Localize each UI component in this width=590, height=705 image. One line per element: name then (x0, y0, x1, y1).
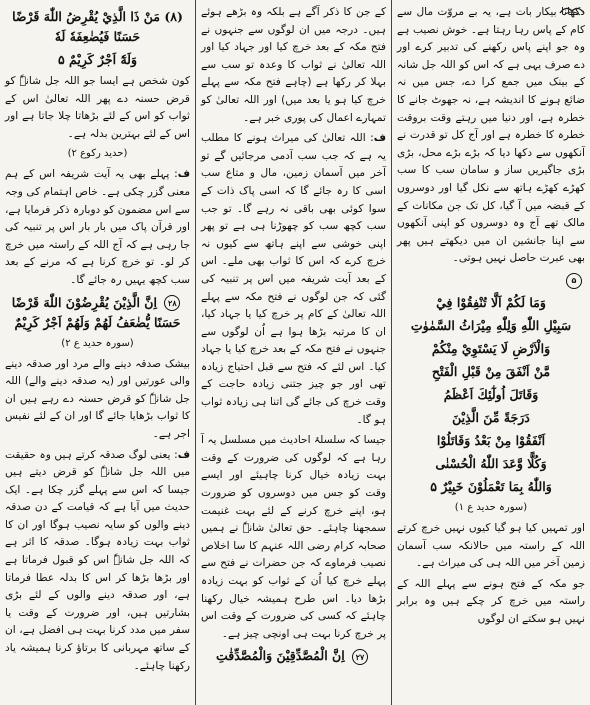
ayah-line: دَرَجَةً مِّنَ الَّذِيْنَ (452, 409, 530, 425)
ayah-line: وَالْاَرْضِ لَا يَسْتَوِيْ مِنْكُمْ (431, 340, 551, 356)
ornament-icon (558, 3, 586, 17)
paragraph: اور تمہیں کیا ہو گیا کیوں نہیں خرچ کرتے اللہ کے راستہ میں حالانکہ سب آسمان زمین آخر میں اللہ ہی کی میراث ہے۔ (397, 521, 585, 570)
paragraph: کے جن کا ذکر آگے ہے بلکہ وہ بڑھے ہوئے ہیں۔ درجہ میں ان لوگوں سے جنہوں نے فتح مکہ کے بعد خرچ کیا اور جہاد کیا اور اللہ تعالیٰ نے ثواب کا وعدہ تو سب سے بہلا کر رکھا ہے (چاہے فتح مکہ سے پہلے خرچ کیا ہو یا بعد میں) اور اللہ تعالیٰ کو تمہارے اعمال کی پوری خبر ہے۔ (201, 6, 386, 124)
number-badge: ۲۸ (164, 295, 180, 311)
quran-ayah (201, 646, 386, 666)
left-column (0, 0, 196, 705)
ayah-line: سَبِيْلِ اللّٰهِ وَلِلّٰهِ مِيْرَاثُ السَّمٰوٰتِ (410, 317, 572, 333)
paragraph-text: : اللہ تعالیٰ کی میراث ہونے کا مطلب یہ ہے کہ جب سب آدمی مرجائیں گے تو آخر میں آسمان زمین، مال و متاع سب اسی کا رہ جائے گا کہ اسی پاک ذات کے سوا کوئی بھی باقی نہ رہے گا۔ تو جب سب کچھ سب کو چھوڑنا ہی ہے تو پھر اپنی خوشی سے اپنے ہاتھ سے کیوں نہ خرچ کرے کہ اس کا ثواب بھی ملے۔ اس کے بعد آیت شریفہ میں اس پر تنبیہ کی گئی کہ جن لوگوں نے فتح مکہ سے پہلے اللہ تعالیٰ کے کام پر خرچ کیا یا جہاد کیا، ان کا مرتبہ بڑھا ہوا ہے اُن لوگوں سے جنہوں نے فتح مکہ کے بعد خرچ کیا یا جہاد کیا۔ اس لئے کہ فتح سے قبل احتیاج زیادہ تھی اور جو چیز جتنی زیادہ حاجت کے وقت خرچ کی جائے گی اتنا ہی زیادہ ثواب ہو گا۔ (201, 132, 386, 426)
ayah-text: وَاللّٰهُ بِمَا تَعْمَلُوْنَ خَبِيْرٌ (441, 478, 552, 494)
ayah-line: وَكُلًّا وَّعَدَ اللّٰهُ الْحُسْنٰى (435, 455, 547, 471)
fawaid-label: ف (177, 168, 190, 181)
ayah-line: اَنْفَقُوْا مِنْ بَعْدُ وَقَاتَلُوْا (436, 432, 546, 448)
quran-ayah (397, 293, 585, 497)
number-badge: ۲۷ (352, 649, 368, 665)
paragraph: کون شخص ہے ایسا جو اللہ جل شانہٗ کو قرض حسنہ دے پھر اللہ تعالیٰ اس کے ثواب کو اس کے لئے بڑھاتا چلا جاتا ہے اور اس کے لئے بہترین بدلہ ہے۔ (5, 75, 190, 140)
paragraph: جیسا کہ سلسلۂ احادیث میں مسلسل یہ آ رہا ہے کہ لوگوں کی ضرورت کے وقت بہت زیادہ خیال کرنا چاہیئے اور ایسے وقت کو جس میں دوسروں کو ضرورت ہو، اپنے خرچ کرنے کے لئے بہت غنیمت سمجھنا چاہئے۔ حق تعالیٰ شانہٗ نے ہمیں صحابہ کرام رضی اللہ عنہم کا سا اخلاص نصیب فرماوے کہ جن حضرات نے فتح سے پہلے خرچ کیا اُن کے ثواب کو بہت زیادہ بڑھا دیا۔ اس طرح ہمیشہ خیال رکھنا چاہئے کہ کسی کی ضرورت کے وقت اس پر خرچ کرنا بہت ہی اونچی چیز ہے۔ (201, 434, 386, 640)
quran-ayah (5, 293, 190, 333)
ayah-text: اِنَّ الَّذِيْنَ يُقْرِضُوْنَ اللّٰهَ قَرْضًا حَسَنًا يُّضٰعَفُ لَهُمْ وَلَهُمْ اَجْرٌ كَرِيْمٌ (11, 294, 181, 330)
quran-ayah: (۸) مَنْ ذَا الَّذِيْ يُقْرِضُ اللّٰهَ قَرْضًا حَسَنًا فَيُضٰعِفَهٗ لَهٗ (12, 9, 183, 44)
middle-column (196, 0, 392, 705)
paragraph (5, 447, 190, 676)
surah-reference: (سورہ حدید ع ۲) (61, 337, 134, 349)
surah-reference: (حدید رکوع ۲) (67, 148, 128, 160)
paragraph: دکھانا بیکار بات ہے، یہ بے مروّت مال سے کام کے پاس رہا رہتا ہے۔ خوش نصیب ہے وہ جو اپنے پاس رکھنے کی تدبیر کرے اور دے صرف یہی ہے کہ اس کو اللہ جل شانہ کے بینک میں جمع کرا دے، جس میں نہ ضائع ہونے کا اندیشہ ہے، نہ جھوٹ جانے کا خطرہ ہے، اور دنیا میں رہتے وقت بروقت خطرہ کا خطرہ ہے اور آج کل تو قدرت نے آنکھوں سے دکھا دیا کہ بڑے بڑے محل، بڑی بڑی جاگیریں ساز و سامان سب کا سب کھڑے کھڑے ہاتھ سے نکل گیا اور دوسروں کے قبضہ میں آ گیا، کل تک جن مکانات کے مالک تھے آج وہ دوسروں کو اپنی آنکھوں سے اپنا جانشین ان میں دیکھتے ہیں پھر بھی عبرت حاصل نہیں ہوتی۔ (397, 6, 585, 265)
quran-ayah: وَلَهٗٓ اَجْرٌ كَرِيْمٌ ۵ (57, 52, 138, 67)
fawaid-label: ف (177, 448, 190, 461)
paragraph (5, 166, 190, 289)
ayah-line (397, 477, 585, 497)
ayah-line: وَقَاتَلَ اُولٰٓئِكَ اَعْظَمُ (443, 386, 539, 402)
ayah-text: اِنَّ الْمُصَّدِّقِيْنَ وَالْمُصَّدِّقٰتِ (215, 648, 345, 664)
ayah-line: مَّنْ اَنْفَقَ مِنْ قَبْلِ الْفَتْحِ (431, 363, 551, 379)
right-column (392, 0, 590, 705)
number-badge: ۵ (566, 273, 582, 289)
paragraph (201, 130, 386, 429)
ayah-line: وَمَا لَكُمْ اَلَّا تُنْفِقُوْا فِيْ (436, 294, 546, 310)
paragraph: بیشک صدقہ دینے والے مرد اور صدقہ دینے والی عورتیں اور (یہ صدقہ دینے والے) اللہ جل شانہٗ کو قرض حسنہ دے رہے ہیں ان کا ثواب بڑھایا جائے گا اور ان کے لئے نفیس اجر ہے۔ (5, 357, 190, 440)
ayah-number (397, 272, 585, 290)
paragraph-text: : یعنی لوگ صدقہ کرتے ہیں وہ حقیقت میں اللہ جل شانہٗ کو قرض دیتے ہیں جیسا کہ اس سے پہلے گزر چکا ہے۔ ایک حدیث میں آیا ہے کہ قیامت کے دن صدقہ دینے والوں کو سایہ نصیب ہوگا اور ان کا ثواب بہت زیادہ ہوگا۔ صدقہ کا اثر ہے کہ اللہ جل شانہٗ اس کو قبول فرماتا ہے اور بڑھا بڑھا کر اس کا بدلہ عطا فرماتا ہے، اور صدقہ دینے والوں کے لئے بڑی بشارتیں ہیں، اور ضرورت کے وقت یا سفر میں مدد کرنا بہت ہی افضل ہے، ان کے ساتھ مہربانی کا برتاؤ کرنا ہمیشہ یاد رکھنا چاہئے۔ (5, 448, 190, 672)
paragraph: جو مکہ کے فتح ہونے سے پہلے اللہ کے راستہ میں خرچ کر چکے ہیں وہ برابر نہیں ہو سکتے ان لوگوں (397, 577, 585, 625)
surah-reference: (سورہ حدید ع ۱) (454, 501, 528, 513)
ayah-end-mark: ۵ (430, 478, 437, 494)
paragraph-text: : پہلے بھی یہ آیت شریفہ اس کے ہم معنی گزر چکی ہے۔ خاص اہتمام کی وجہ سے اس مضمون کو دوبارہ ذکر فرمایا ہے، اور قرآن پاک میں بار بار اس پر تنبیہ کی جا رہی ہے کہ آج اللہ کے راستہ میں خرچ کر لو۔ تو خرچ کرنا ہے کہ مرنے کے بعد سب کچھ یہیں رہ جائے گا۔ (5, 168, 190, 286)
fawaid-label: ف (373, 132, 386, 145)
